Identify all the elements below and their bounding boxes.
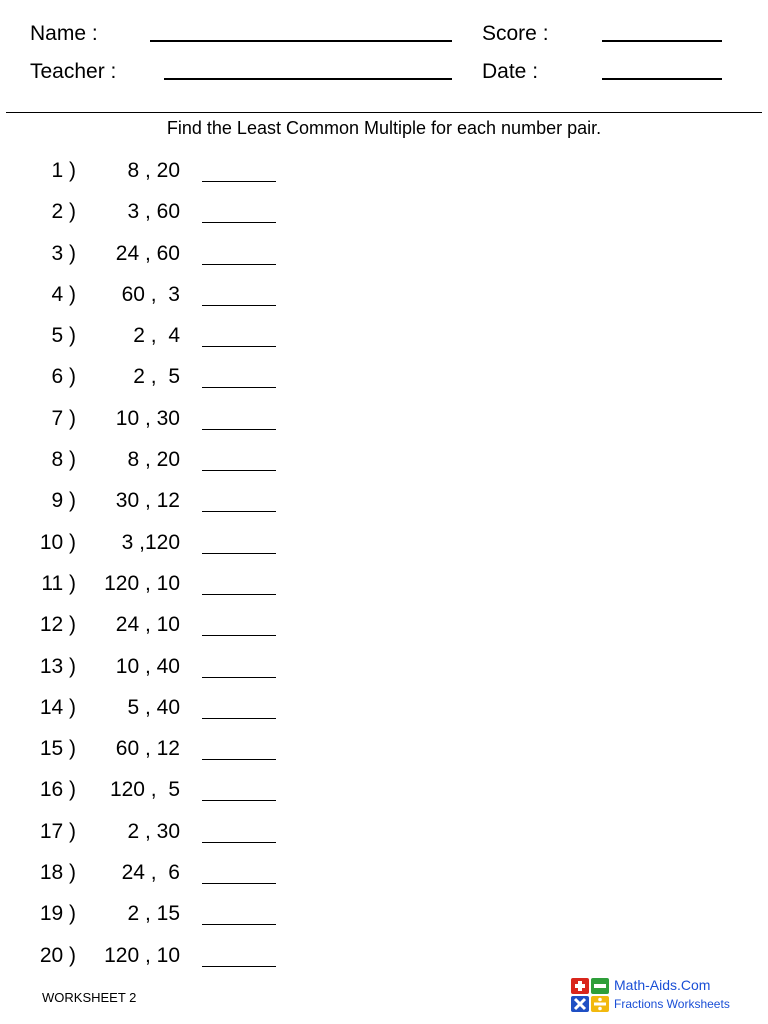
problem-number: 19 ) [39,902,76,926]
answer-blank[interactable] [202,222,276,223]
problem-item [0,735,420,776]
answer-blank[interactable] [202,966,276,967]
problem-item [0,281,420,322]
brand-subtitle[interactable]: Fractions Worksheets [614,997,730,1011]
answer-blank[interactable] [202,553,276,554]
number-pair: 2 , 5 [133,365,180,389]
header-divider [6,112,762,113]
problem-number: 8 ) [51,448,76,472]
number-pair: 10 , 30 [115,406,180,430]
worksheet-label: WORKSHEET 2 [42,990,137,1005]
problem-number: 6 ) [51,365,76,389]
number-pair: 10 , 40 [115,654,180,678]
number-pair: 5 , 40 [127,695,180,719]
number-pair: 8 , 20 [127,448,180,472]
problem-item [0,818,420,859]
brand-name[interactable]: Math-Aids.Com [614,977,711,993]
number-pair: 3 , 60 [127,200,180,224]
number-pair: 120 , 10 [104,943,180,967]
problem-number: 20 ) [39,943,76,967]
number-pair: 120 , 10 [104,571,180,595]
answer-blank[interactable] [202,429,276,430]
answer-blank[interactable] [202,264,276,265]
number-pair: 2 , 15 [127,902,180,926]
number-pair: 24 , 60 [115,241,180,265]
problem-number: 17 ) [39,819,76,843]
problem-number: 5 ) [51,324,76,348]
problem-item [0,653,420,694]
number-pair: 2 , 30 [127,819,180,843]
number-pair: 24 , 6 [121,861,180,885]
problem-item [0,405,420,446]
number-pair: 3 ,120 [121,530,180,554]
problem-item [0,570,420,611]
answer-blank[interactable] [202,635,276,636]
score-label: Score : [482,22,549,45]
name-field[interactable] [150,40,452,42]
problem-item [0,487,420,528]
answer-blank[interactable] [202,759,276,760]
problem-item [0,942,420,983]
problem-item [0,859,420,900]
problem-number: 1 ) [51,159,76,182]
problem-item [0,529,420,570]
answer-blank[interactable] [202,800,276,801]
problem-number: 7 ) [51,406,76,430]
answer-blank[interactable] [202,883,276,884]
answer-blank[interactable] [202,924,276,925]
name-label: Name : [30,22,98,45]
problem-item [0,322,420,363]
problem-item [0,157,420,198]
answer-blank[interactable] [202,470,276,471]
instructions: Find the Least Common Multiple for each number pair. [166,118,602,138]
date-label: Date : [482,60,539,83]
problem-item [0,198,420,239]
problem-item [0,776,420,817]
problem-number: 9 ) [51,489,76,513]
problem-item [0,446,420,487]
problem-number: 12 ) [39,613,76,637]
number-pair: 8 , 20 [127,159,180,182]
teacher-label: Teacher : [30,60,117,83]
problem-number: 3 ) [51,241,76,265]
answer-blank[interactable] [202,842,276,843]
problem-number: 16 ) [39,778,76,802]
number-pair: 60 , 3 [121,282,180,306]
answer-blank[interactable] [202,346,276,347]
answer-blank[interactable] [202,387,276,388]
answer-blank[interactable] [202,305,276,306]
problem-number: 14 ) [39,695,76,719]
answer-blank[interactable] [202,718,276,719]
date-field[interactable] [602,78,722,80]
problem-item [0,900,420,941]
problem-number: 11 ) [41,571,76,595]
answer-blank[interactable] [202,594,276,595]
problem-item [0,363,420,404]
number-pair: 30 , 12 [115,489,180,513]
answer-blank[interactable] [202,511,276,512]
number-pair: 2 , 4 [133,324,180,348]
math-operations-icon [570,977,610,1013]
problem-item [0,611,420,652]
problem-item [0,240,420,281]
teacher-field[interactable] [164,78,452,80]
problem-number: 15 ) [39,737,76,761]
problem-number: 18 ) [39,861,76,885]
answer-blank[interactable] [202,181,276,182]
number-pair: 60 , 12 [115,737,180,761]
problem-number: 10 ) [39,530,76,554]
number-pair: 120 , 5 [109,778,180,802]
problem-number: 2 ) [51,200,76,224]
answer-blank[interactable] [202,677,276,678]
score-field[interactable] [602,40,722,42]
problem-number: 13 ) [39,654,76,678]
problem-item [0,694,420,735]
problem-list [0,157,420,983]
problem-number: 4 ) [51,282,76,306]
number-pair: 24 , 10 [115,613,180,637]
